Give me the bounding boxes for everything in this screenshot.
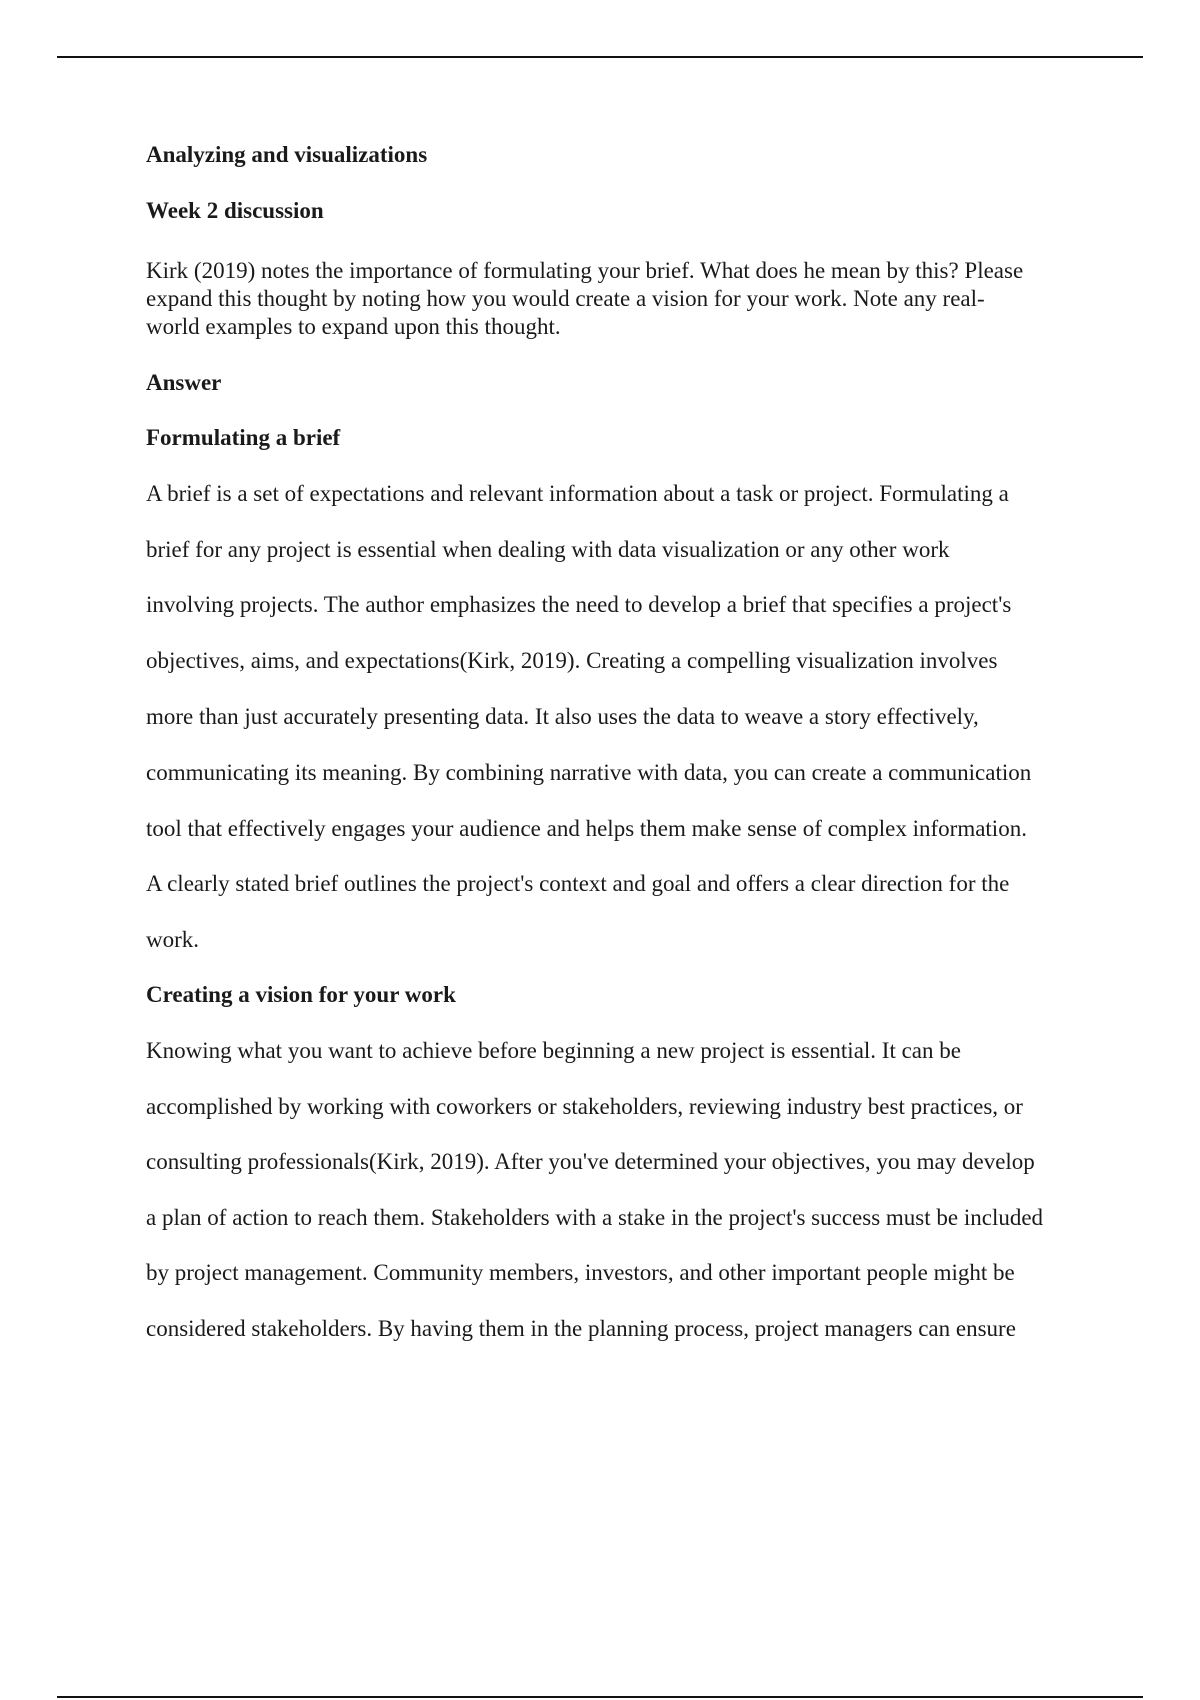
section-heading-vision: Creating a vision for your work	[146, 982, 456, 1007]
bottom-rule	[57, 1696, 1143, 1698]
paragraph-line: considered stakeholders. By having them in the planning process, project managers can ensure	[146, 1316, 1016, 1341]
prompt-line: expand this thought by noting how you would create a vision for your work. Note any real-	[146, 286, 985, 311]
paragraph-line: work.	[146, 927, 200, 952]
paragraph-line: objectives, aims, and expectations(Kirk, 2019). Creating a compelling visualization involves	[146, 648, 998, 673]
document-title: Analyzing and visualizations	[146, 142, 428, 167]
document-subtitle: Week 2 discussion	[146, 198, 324, 223]
top-rule	[57, 56, 1143, 58]
paragraph-line: A brief is a set of expectations and relevant information about a task or project. Formulating a	[146, 481, 1009, 506]
paragraph-line: accomplished by working with coworkers or stakeholders, reviewing industry best practices, or	[146, 1094, 1023, 1119]
prompt-line: world examples to expand upon this thought.	[146, 314, 561, 339]
prompt-line: Kirk (2019) notes the importance of formulating your brief. What does he mean by this? Please	[146, 258, 1024, 283]
answer-label: Answer	[146, 370, 222, 395]
paragraph-line: brief for any project is essential when dealing with data visualization or any other work	[146, 537, 950, 562]
paragraph-line: more than just accurately presenting data. It also uses the data to weave a story effectively,	[146, 704, 979, 729]
paragraph-line: A clearly stated brief outlines the project's context and goal and offers a clear direction for the	[146, 871, 1010, 896]
discussion-prompt	[146, 257, 1106, 341]
paragraph-line: a plan of action to reach them. Stakeholders with a stake in the project's success must be included	[146, 1205, 1044, 1230]
paragraph-line: by project management. Community members, investors, and other important people might be	[146, 1260, 1015, 1285]
paragraph-line: Knowing what you want to achieve before beginning a new project is essential. It can be	[146, 1038, 961, 1063]
paragraph-line: tool that effectively engages your audience and helps them make sense of complex information.	[146, 816, 1027, 841]
paragraph-line: consulting professionals(Kirk, 2019). After you've determined your objectives, you may develop	[146, 1149, 1035, 1174]
paragraph-line: involving projects. The author emphasizes the need to develop a brief that specifies a project's	[146, 592, 1012, 617]
paragraph-line: communicating its meaning. By combining narrative with data, you can create a communication	[146, 760, 1032, 785]
section-heading-brief: Formulating a brief	[146, 425, 341, 450]
